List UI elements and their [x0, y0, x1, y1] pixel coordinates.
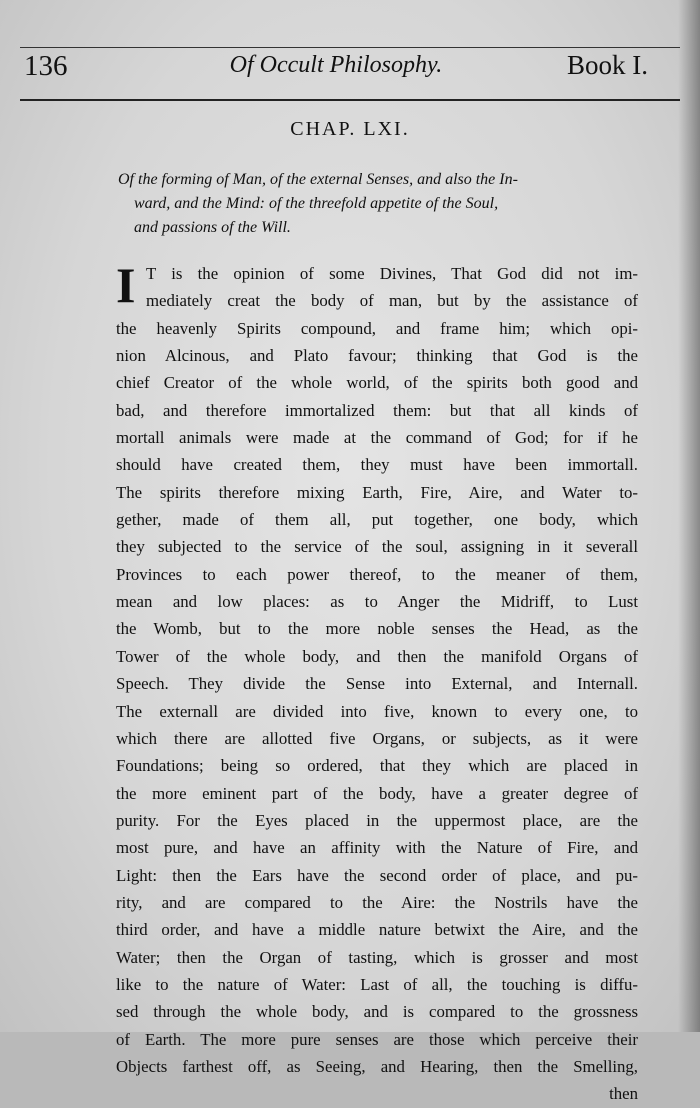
text-line: gether, made of them all, put together, one body, which	[116, 510, 638, 530]
text-line: sed through the whole body, and is compared to the grossness	[116, 1002, 638, 1022]
book-label: Book I.	[567, 50, 648, 80]
text-line: The spirits therefore mixing Earth, Fire, Aire, and Water to-	[116, 482, 638, 502]
chapter-heading: CHAP. LXI.	[290, 118, 410, 140]
running-header	[24, 50, 648, 94]
page-number: 136	[24, 50, 68, 82]
text-line: Tower of the whole body, and then the manifold Organs of	[116, 646, 638, 666]
text-line: The externall are divided into five, known to every one, to	[116, 701, 638, 721]
text-line: Light: then the Ears have the second order of place, and pu-	[116, 865, 638, 885]
text-line: Foundations; being so ordered, that they which are placed in	[116, 756, 638, 776]
text-line: Provinces to each power thereof, to the meaner of them,	[116, 564, 638, 584]
text-line: bad, and therefore immortalized them: but that all kinds of	[116, 400, 638, 420]
text-line: the heavenly Spirits compound, and frame him; which opi-	[116, 318, 638, 338]
text-line: T is the opinion of some Divines, That God did not im-	[146, 264, 638, 283]
text-line: mortall animals were made at the command of God; for if he	[116, 428, 638, 448]
text-line: of Earth. The more pure senses are those which perceive their	[116, 1029, 638, 1049]
page-spine-shadow	[678, 0, 700, 1032]
text-line: the more eminent part of the body, have a greater degree of	[116, 783, 638, 803]
text-line: which there are allotted five Organs, or subjects, as it were	[116, 728, 638, 748]
catchword: then	[609, 1084, 638, 1104]
text-line: Water; then the Organ of tasting, which is grosser and most	[116, 947, 638, 967]
text-line: chief Creator of the whole world, of the spirits both good and	[116, 373, 638, 393]
text-line: the Womb, but to the more noble senses the Head, as the	[116, 619, 638, 639]
text-line: Speech. They divide the Sense into External, and Internall.	[116, 674, 638, 694]
text-line: mediately creat the body of man, but by the assistance of	[146, 291, 638, 311]
text-line: Objects farthest off, as Seeing, and Hearing, then the Smelling,	[116, 1056, 638, 1076]
chapter-argument	[118, 168, 646, 240]
text-line: nion Alcinous, and Plato favour; thinking that God is the	[116, 346, 638, 366]
text-line: third order, and have a middle nature betwixt the Aire, and the	[116, 920, 638, 940]
text-line: like to the nature of Water: Last of all, the touching is diffu-	[116, 974, 638, 994]
header-rule-top	[20, 47, 680, 48]
drop-cap: I	[116, 257, 136, 313]
text-line: should have created them, they must have been immortall.	[116, 455, 638, 475]
text-line: mean and low places: as to Anger the Midriff, to Lust	[116, 592, 638, 612]
argument-line: and passions of the Will.	[134, 219, 291, 236]
body-text	[116, 257, 638, 1108]
header-rule-bottom	[20, 99, 680, 101]
text-line: purity. For the Eyes placed in the uppermost place, are the	[116, 810, 638, 830]
text-line: they subjected to the service of the soul, assigning in it severall	[116, 537, 638, 557]
argument-line: Of the forming of Man, of the external Senses, and also the In-	[118, 171, 518, 188]
text-line: rity, and are compared to the Aire: the Nostrils have the	[116, 892, 638, 912]
text-line: most pure, and have an affinity with the Nature of Fire, and	[116, 838, 638, 858]
argument-line: ward, and the Mind: of the threefold appetite of the Soul,	[134, 195, 499, 212]
running-title: Of Occult Philosophy.	[229, 52, 443, 78]
